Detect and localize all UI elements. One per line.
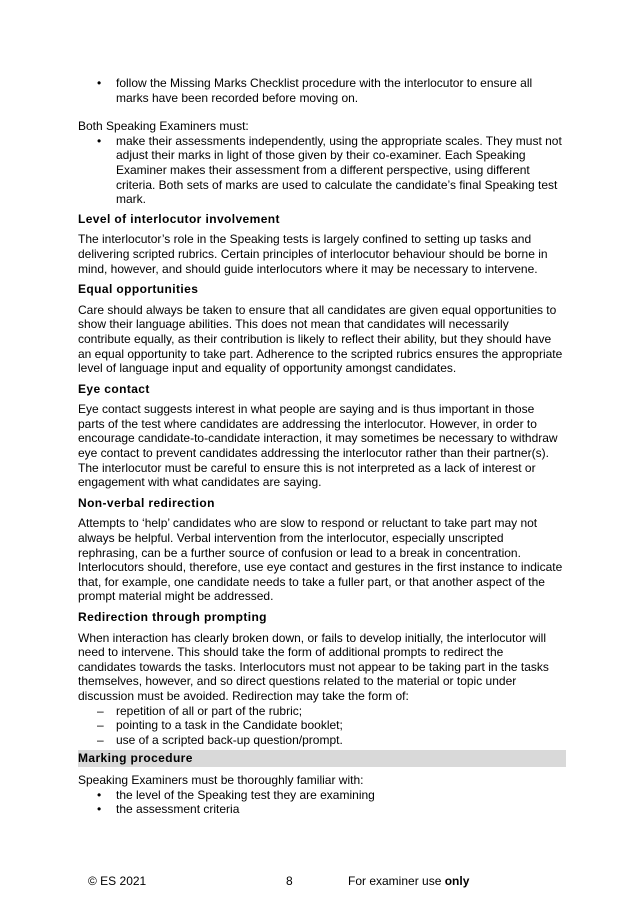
section-body-equal: Care should always be taken to ensure that all candidates are given equal opportunities to show their language abilities. This does not mean that candidates will necessarily contribute equally, as their contribution is likely to reflect their ability, but they should have an equal opportunity to take part. Adherence to the scripted rubrics ensures the appropriate level of language input and equality of opportunity amongst candidates. bbox=[78, 302, 563, 376]
document-page bbox=[78, 76, 564, 817]
section-body-prompting: When interaction has clearly broken down, or fails to develop initially, the interlocutor will need to intervene. This should take the form of additional prompts to redirect the candidates towards the tasks. Interlocutors must not appear to be taking part in the tasks themselves, however, and so direct questions related to the material or topic under discussion must be avoided. Redirection may take the form of: bbox=[78, 630, 549, 703]
list-item bbox=[78, 134, 564, 207]
footer-copyright: © ES 2021 bbox=[88, 874, 147, 888]
section-heading-eye: Eye contact bbox=[78, 381, 150, 396]
both-examiners-bullet-list bbox=[78, 134, 564, 207]
list-item bbox=[78, 802, 564, 817]
footer-page-number: 8 bbox=[286, 874, 293, 888]
list-item-text: make their assessments independently, using the appropriate scales. They must not adjust their marks in light of those given by their co-examiner. Each Speaking Examiner makes their assessment from a different perspective, using different criteria. Both sets of marks are used to calculate the candidate’s final Speaking test mark. bbox=[116, 133, 562, 207]
section-heading-marking: Marking procedure bbox=[78, 750, 566, 767]
marking-bullet-list bbox=[78, 788, 564, 817]
footer-note-text: For examiner use bbox=[348, 874, 442, 888]
list-item-text: repetition of all or part of the rubric; bbox=[116, 703, 303, 718]
section-heading-equal: Equal opportunities bbox=[78, 282, 199, 297]
section-heading-nonverbal: Non-verbal redirection bbox=[78, 495, 215, 510]
section-heading-level: Level of interlocutor involvement bbox=[78, 211, 280, 226]
list-item-text: the assessment criteria bbox=[116, 802, 240, 817]
section-body-nonverbal: Attempts to ‘help’ candidates who are slow to respond or reluctant to take part may not always be helpful. Verbal intervention from the interlocutor, especially unscripted rephrasing, can be a further source of confusion or lead to a break in concentration. Interlocutors should, therefore, use eye contact and gestures in the first instance to indicate that, for example, one candidate needs to take a fuller part, or that another aspect of the prompt material might be addressed. bbox=[78, 516, 563, 604]
intro-bullet-list bbox=[78, 76, 564, 105]
list-item bbox=[78, 718, 564, 733]
prompting-dash-list bbox=[78, 704, 564, 748]
dash-marker: – bbox=[97, 703, 104, 718]
footer-note bbox=[348, 874, 469, 889]
list-item-text: the level of the Speaking test they are examining bbox=[116, 787, 375, 802]
list-item bbox=[78, 704, 564, 719]
bullet-marker: • bbox=[97, 787, 102, 802]
list-item bbox=[78, 733, 564, 748]
bullet-marker: • bbox=[97, 76, 102, 90]
footer-note-bold: only bbox=[444, 874, 470, 888]
section-body-eye: Eye contact suggests interest in what people are saying and is thus important in those parts of the test where candidates are addressing the interlocutor. However, in order to encourage candidate-to-candidate interaction, it may sometimes be necessary to withdraw eye contact to prevent candidates addressing the interlocutor rather than their partner(s). The interlocutor must be careful to ensure this is not interpreted as a lack of interest or engagement with what candidates are saying. bbox=[78, 402, 558, 490]
list-item-text: follow the Missing Marks Checklist procedure with the interlocutor to ensure all marks have been recorded before moving on. bbox=[116, 76, 533, 105]
list-item-text: pointing to a task in the Candidate booklet; bbox=[116, 718, 343, 733]
list-item bbox=[78, 788, 564, 803]
list-item bbox=[78, 76, 564, 105]
section-heading-prompting: Redirection through prompting bbox=[78, 610, 267, 624]
dash-marker: – bbox=[97, 718, 104, 733]
section-body-level: The interlocutor’s role in the Speaking tests is largely confined to setting up tasks and delivering scripted rubrics. Certain principles of interlocutor behaviour should be borne in mind, however, and should guide interlocutors where it may be necessary to intervene. bbox=[78, 232, 548, 276]
bullet-marker: • bbox=[97, 802, 102, 817]
section-body-marking: Speaking Examiners must be thoroughly familiar with: bbox=[78, 772, 364, 787]
list-item-text: use of a scripted back-up question/prompt. bbox=[116, 732, 343, 747]
both-examiners-text: Both Speaking Examiners must: bbox=[78, 119, 249, 134]
dash-marker: – bbox=[97, 732, 104, 747]
bullet-marker: • bbox=[97, 133, 102, 148]
